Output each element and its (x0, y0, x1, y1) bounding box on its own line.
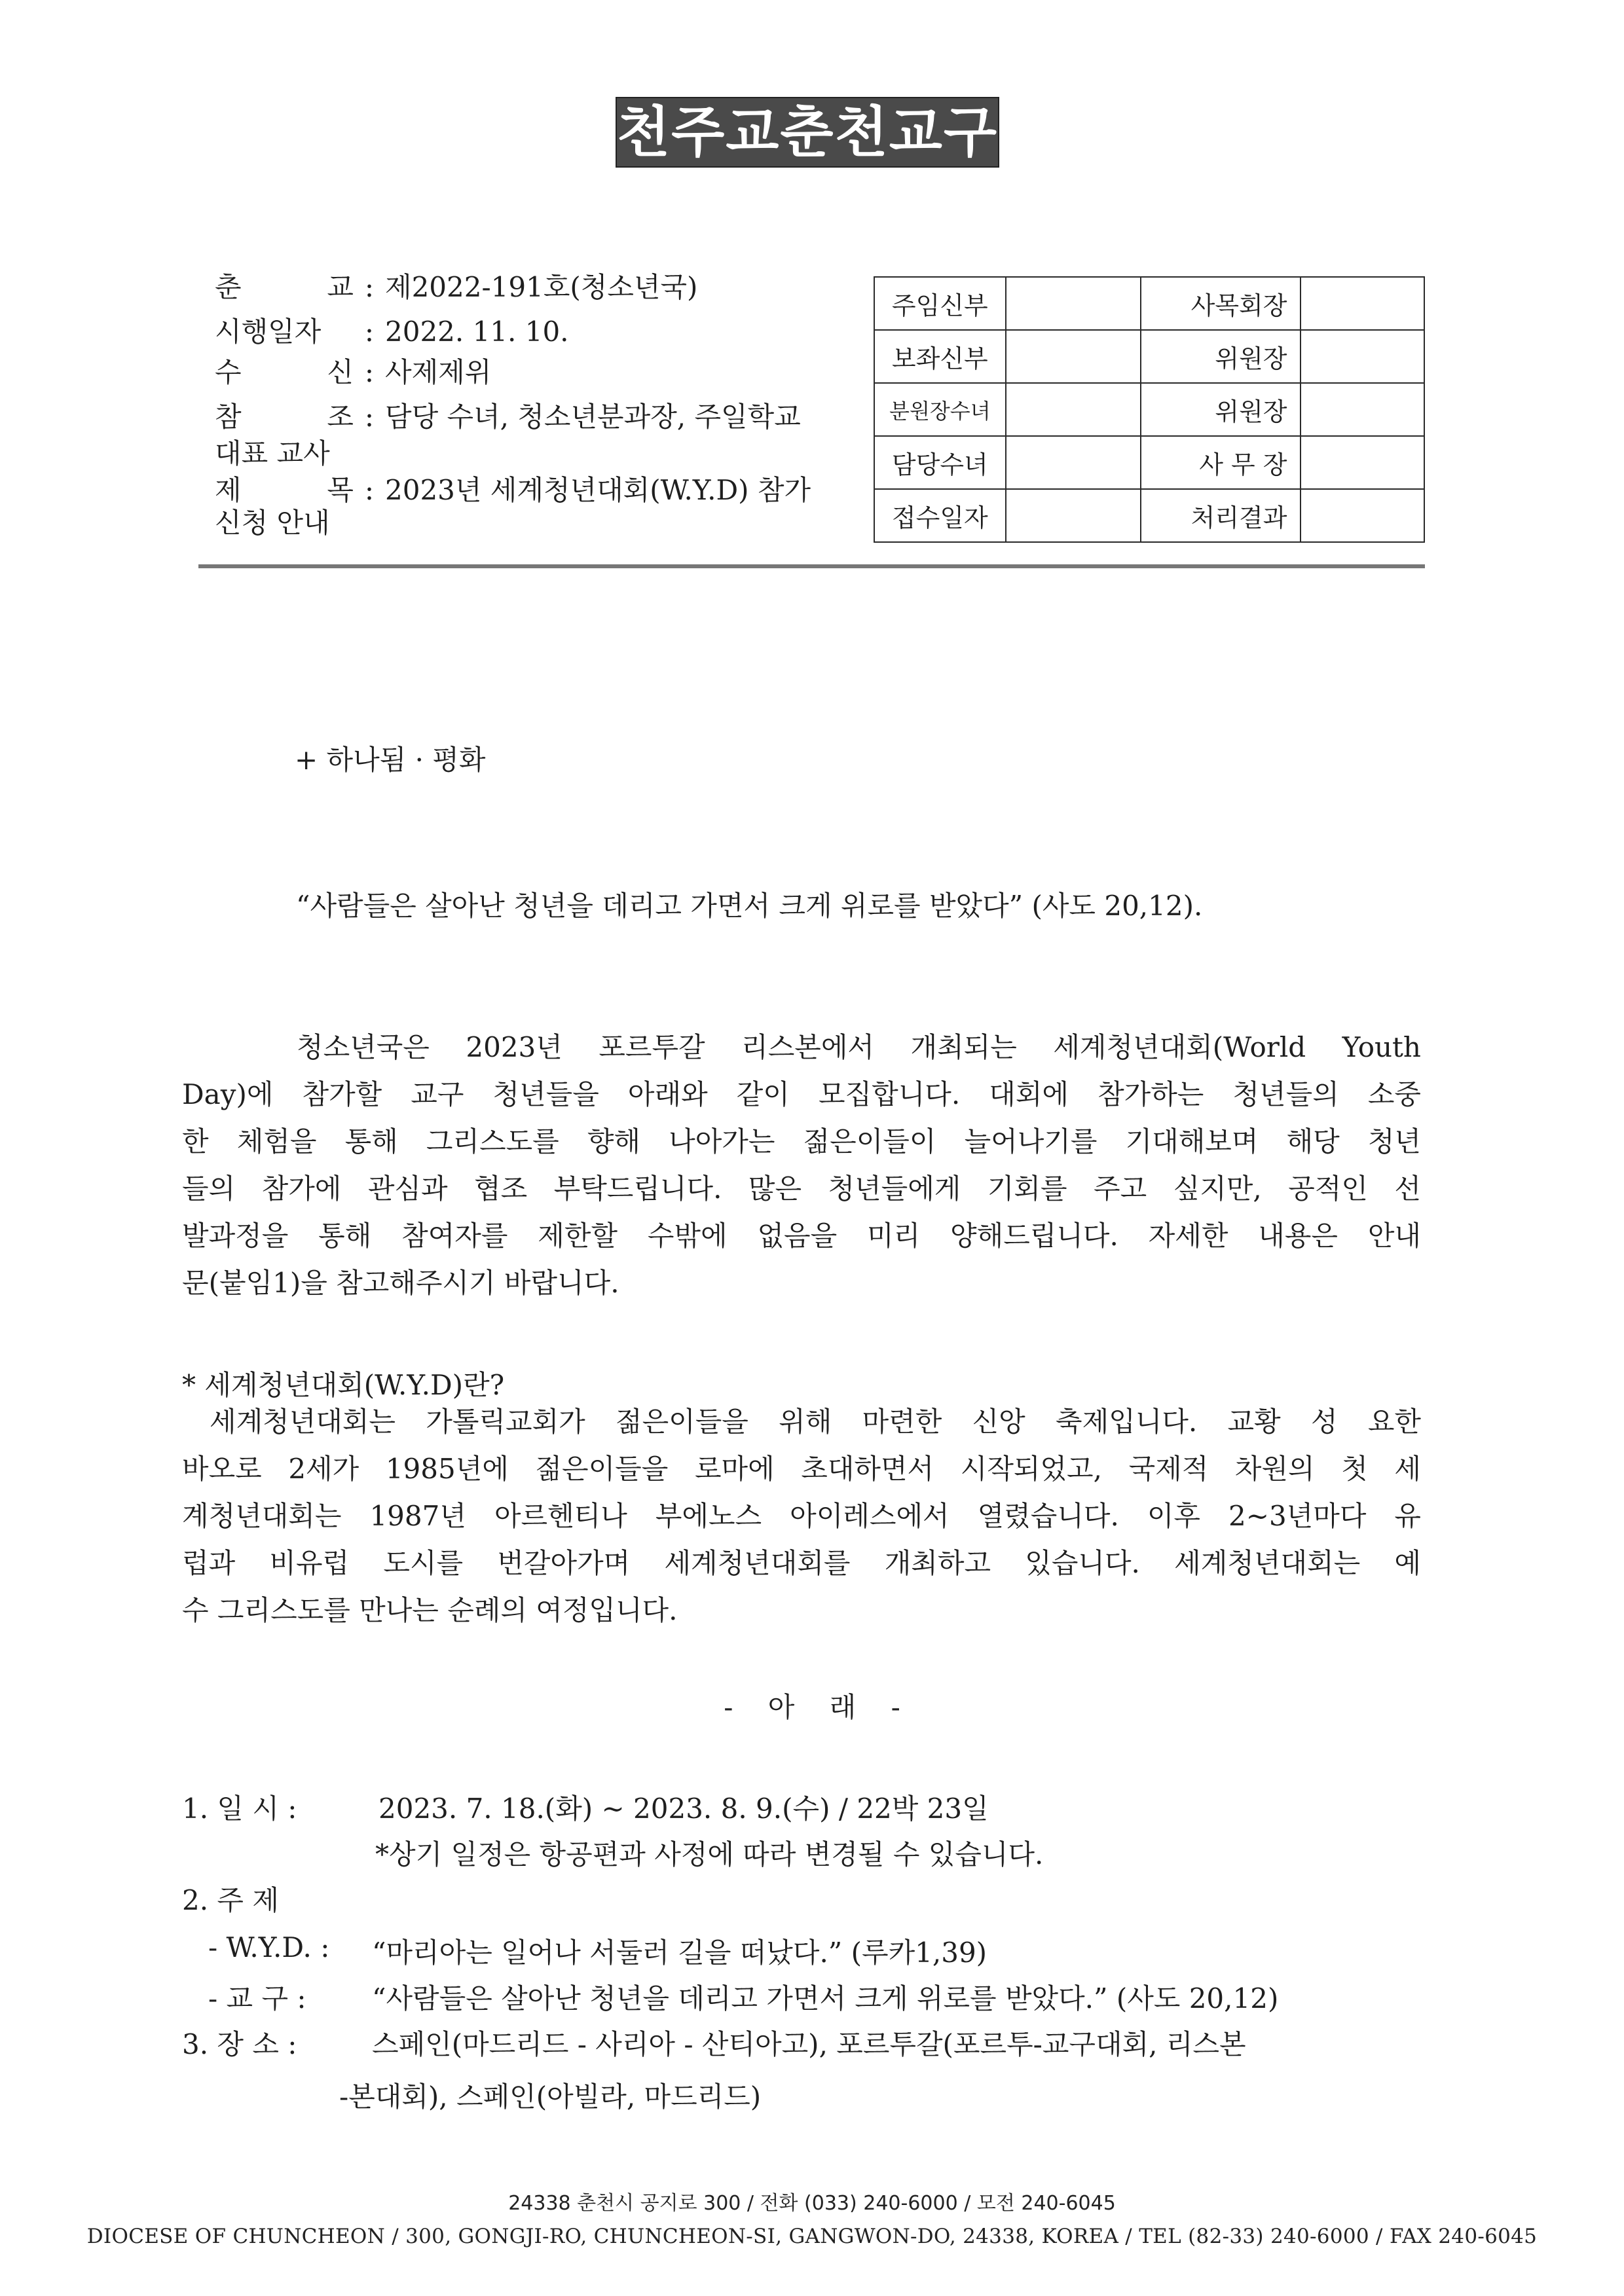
wyd-line: 럽과 비유럽 도시를 번갈아가며 세계청년대회를 개최하고 있습니다. 세계청년대회는 예 (182, 1547, 1421, 1579)
diocese-letterhead: 천주교춘천교구 (616, 97, 999, 168)
item-place-value-2: -본대회), 스페인(아빌라, 마드리드) (339, 2081, 762, 2113)
meta-subject-label: 제 목 (215, 474, 354, 506)
approval-sign-cell (1006, 383, 1141, 436)
approval-sign-cell (1006, 277, 1141, 330)
approval-label: 보좌신부 (874, 330, 1006, 383)
approval-label: 분원장수녀 (874, 383, 1006, 436)
meta-cc-label: 참 조 (215, 401, 354, 433)
intro-line: Day)에 참가할 교구 청년들을 아래와 같이 모집합니다. 대회에 참가하는 청년들의 소중 (182, 1078, 1421, 1110)
meta-cc-value-2: 대표 교사 (215, 437, 330, 469)
intro-line: 들의 참가에 관심과 협조 부탁드립니다. 많은 청년들에게 기회를 주고 싶지만, 공적인 선 (182, 1173, 1421, 1205)
wyd-title: * 세계청년대회(W.Y.D)란? (182, 1369, 505, 1401)
intro-line: 문(붙임1)을 참고해주시기 바랍니다. (182, 1267, 619, 1299)
approval-label: 담당수녀 (874, 436, 1006, 489)
approval-row (874, 277, 1424, 330)
wyd-line: 바오로 2세가 1985년에 젊은이들을 로마에 초대하면서 시작되었고, 국제적 차원의 첫 세 (182, 1453, 1421, 1485)
approval-label: 위원장 (1141, 330, 1301, 383)
item-theme-wyd-label: - W.Y.D. : (208, 1931, 330, 1963)
approval-row (874, 383, 1424, 436)
meta-subject-value-2: 신청 안내 (215, 507, 330, 539)
meta-ref-label: 춘 교 (215, 271, 354, 303)
meta-date: 시행일자 : 2022. 11. 10. (215, 314, 569, 350)
meta-ref-value: 제2022-191호(청소년국) (385, 271, 698, 303)
approval-label: 처리결과 (1141, 489, 1301, 542)
item-schedule-value: 2023. 7. 18.(화) ~ 2023. 8. 9.(수) / 22박 23일 (378, 1793, 989, 1825)
approval-sign-cell (1006, 330, 1141, 383)
wyd-line: 수 그리스도를 만나는 순례의 여정입니다. (182, 1594, 678, 1626)
item-schedule-note: *상기 일정은 항공편과 사정에 따라 변경될 수 있습니다. (375, 1838, 1044, 1870)
approval-sign-cell (1301, 489, 1424, 542)
footer-korean-address: 24338 춘천시 공지로 300 / 전화 (033) 240-6000 / 모전 240-6045 (508, 2192, 1116, 2215)
meta-subject: 제 목 : 2023년 세계청년대회(W.Y.D) 참가 (215, 473, 811, 508)
approval-table (874, 276, 1425, 543)
intro-line: 한 체험을 통해 그리스도를 향해 나아가는 젊은이들이 늘어나기를 기대해보며 해당 청년 (182, 1125, 1421, 1157)
epigraph: “사람들은 살아난 청년을 데리고 가면서 크게 위로를 받았다” (사도 20,12). (296, 890, 1203, 922)
section-heading: - 아 래 - (724, 1691, 900, 1723)
meta-date-label: 시행일자 (215, 316, 322, 348)
intro-line: 발과정을 통해 참여자를 제한할 수밖에 없음을 미리 양해드립니다. 자세한 내용은 안내 (182, 1220, 1421, 1252)
approval-sign-cell (1006, 489, 1141, 542)
approval-row (874, 436, 1424, 489)
approval-sign-cell (1301, 383, 1424, 436)
meta-to: 수 신 : 사제제위 (215, 355, 491, 390)
approval-label: 접수일자 (874, 489, 1006, 542)
approval-sign-cell (1006, 436, 1141, 489)
approval-sign-cell (1301, 330, 1424, 383)
wyd-line: 계청년대회는 1987년 아르헨티나 부에노스 아이레스에서 열렸습니다. 이후 2~3년마다 유 (182, 1500, 1421, 1532)
item-place-value-1: 스페인(마드리드 - 사리아 - 산티아고), 포르투갈(포르투-교구대회, 리스본 (372, 2028, 1246, 2060)
meta-date-value: 2022. 11. 10. (385, 316, 569, 348)
intro-line: 청소년국은 2023년 포르투갈 리스본에서 개최되는 세계청년대회(World Youth (297, 1031, 1421, 1063)
approval-label: 사 무 장 (1141, 436, 1301, 489)
meta-to-value: 사제제위 (385, 356, 492, 388)
header-divider (198, 564, 1425, 568)
approval-sign-cell (1301, 277, 1424, 330)
item-schedule-label: 1. 일 시 : (182, 1793, 297, 1825)
intro-paragraph (182, 1024, 1421, 1307)
item-theme-label: 2. 주 제 (182, 1884, 279, 1916)
item-theme-diocese-label: - 교 구 : (208, 1982, 306, 2014)
approval-label: 주임신부 (874, 277, 1006, 330)
meta-ref: 춘 교 : 제2022-191호(청소년국) (215, 270, 697, 305)
approval-row (874, 489, 1424, 542)
approval-row (874, 330, 1424, 383)
meta-cc-value-1: 담당 수녀, 청소년분과장, 주일학교 (385, 401, 801, 433)
approval-label: 위원장 (1141, 383, 1301, 436)
meta-to-label: 수 신 (215, 356, 354, 388)
wyd-paragraph (182, 1398, 1421, 1634)
item-theme-diocese-value: “사람들은 살아난 청년을 데리고 가면서 크게 위로를 받았다.” (사도 20,12) (372, 1982, 1279, 2014)
item-place-label: 3. 장 소 : (182, 2028, 297, 2060)
greeting: + 하나됨 · 평화 (295, 744, 486, 776)
item-theme-wyd-value: “마리아는 일어나 서둘러 길을 떠났다.” (루카1,39) (372, 1937, 987, 1969)
approval-label: 사목회장 (1141, 277, 1301, 330)
wyd-line: 세계청년대회는 가톨릭교회가 젊은이들을 위해 마련한 신앙 축제입니다. 교황 성 요한 (210, 1406, 1421, 1438)
meta-cc: 참 조 : 담당 수녀, 청소년분과장, 주일학교 (215, 399, 801, 435)
meta-subject-value-1: 2023년 세계청년대회(W.Y.D) 참가 (385, 474, 811, 506)
footer-english-address: DIOCESE OF CHUNCHEON / 300, GONGJI-RO, CHUNCHEON-SI, GANGWON-DO, 24338, KOREA / TEL (82-33) 240-6000 / FAX 240-6045 (86, 2225, 1538, 2248)
approval-sign-cell (1301, 436, 1424, 489)
